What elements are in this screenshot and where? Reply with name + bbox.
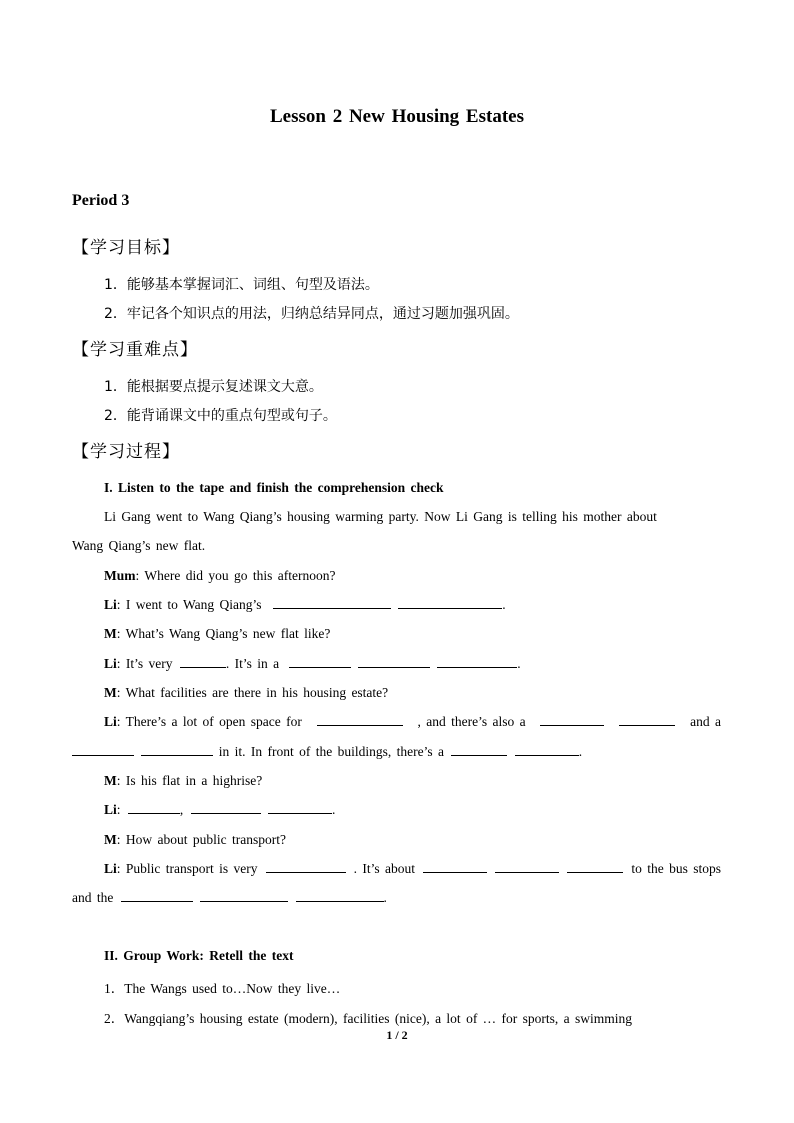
answer-blank[interactable] — [451, 744, 507, 756]
answer-blank[interactable] — [567, 861, 623, 873]
answer-blank[interactable] — [121, 890, 193, 902]
answer-blank[interactable] — [398, 597, 502, 609]
key-point-item-2: 2．能背诵课文中的重点句型或句子。 — [104, 408, 337, 424]
period-heading: Period 3 — [72, 192, 130, 209]
dialogue-text: . It’s in a — [225, 656, 280, 671]
period-mark: . — [517, 656, 521, 671]
period-mark: . — [578, 744, 583, 759]
dialogue-line-2 — [104, 597, 506, 613]
speaker-m: M — [104, 773, 117, 788]
dialogue-text: : It’s very — [116, 656, 173, 671]
retell-item-2 — [104, 1007, 714, 1027]
answer-blank[interactable] — [128, 802, 180, 814]
answer-blank[interactable] — [200, 890, 288, 902]
dialogue-text: : What’s Wang Qiang’s new flat like? — [116, 626, 331, 641]
dialogue-text: : I went to Wang Qiang’s — [116, 597, 262, 612]
answer-blank[interactable] — [317, 714, 403, 726]
section-process: 【学习过程】 — [72, 442, 180, 462]
speaker-m: M — [104, 832, 117, 847]
dialogue-line-6 — [104, 714, 721, 730]
dialogue-text: , and there’s also a — [417, 714, 526, 729]
dialogue-text: : How about public transport? — [116, 832, 286, 847]
answer-blank[interactable] — [423, 861, 487, 873]
dialogue-line-12 — [72, 890, 387, 906]
page-number: 1 / 2 — [386, 1028, 408, 1042]
dialogue-line-1 — [104, 568, 335, 584]
dialogue-line-10 — [104, 832, 286, 848]
answer-blank[interactable] — [296, 890, 384, 902]
intro-line-1 — [104, 509, 721, 525]
dialogue-text: : What facilities are there in his housing estate? — [116, 685, 389, 700]
answer-blank[interactable] — [266, 861, 346, 873]
dialogue-line-8 — [104, 773, 262, 789]
period-mark: . — [332, 802, 336, 817]
answer-blank[interactable] — [273, 597, 391, 609]
period-mark: . — [502, 597, 506, 612]
answer-blank[interactable] — [358, 656, 430, 668]
dialogue-text: : Public transport is very — [116, 861, 258, 876]
intro-text-1: Li Gang went to Wang Qiang’s housing warming party. Now Li Gang is telling his mother about — [104, 509, 657, 524]
speaker-mum: Mum — [104, 568, 136, 583]
separator: , — [179, 802, 184, 817]
answer-blank[interactable] — [191, 802, 261, 814]
period-mark: . — [383, 890, 387, 905]
intro-line-2: Wang Qiang’s new flat. — [72, 538, 206, 553]
dialogue-line-11 — [104, 861, 721, 877]
answer-blank[interactable] — [495, 861, 559, 873]
part2-heading: II. Group Work: Retell the text — [104, 948, 294, 963]
speaker-li: Li — [104, 656, 117, 671]
page-title: Lesson 2 New Housing Estates — [270, 106, 524, 127]
key-point-item-1: 1．能根据要点提示复述课文大意。 — [104, 379, 323, 395]
answer-blank[interactable] — [289, 656, 351, 668]
answer-blank[interactable] — [180, 656, 226, 668]
dialogue-text: : Where did you go this afternoon? — [135, 568, 336, 583]
section-key-points: 【学习重难点】 — [72, 340, 198, 360]
dialogue-text: in it. In front of the buildings, there’s a — [218, 744, 444, 759]
part1-heading: I. Listen to the tape and finish the comprehension check — [104, 480, 444, 495]
speaker-li: Li — [104, 802, 117, 817]
dialogue-text: : Is his flat in a highrise? — [116, 773, 263, 788]
section-objectives: 【学习目标】 — [72, 238, 180, 258]
dialogue-line-7 — [72, 744, 582, 760]
dialogue-text: and the — [72, 890, 114, 905]
speaker-m: M — [104, 626, 117, 641]
speaker-li: Li — [104, 714, 117, 729]
answer-blank[interactable] — [268, 802, 332, 814]
speaker-li: Li — [104, 861, 117, 876]
answer-blank[interactable] — [515, 744, 579, 756]
retell-text: 2．Wangqiang’s housing estate (modern), facilities (nice), a lot of … for sports, a swimming — [104, 1011, 633, 1026]
objective-item-2: 2．牢记各个知识点的用法，归纳总结异同点，通过习题加强巩固。 — [104, 306, 519, 322]
retell-item-1: 1．The Wangs used to…Now they live… — [104, 981, 341, 996]
dialogue-text: and a — [690, 714, 721, 729]
answer-blank[interactable] — [619, 714, 675, 726]
answer-blank[interactable] — [72, 744, 134, 756]
speaker-li: Li — [104, 597, 117, 612]
answer-blank[interactable] — [437, 656, 517, 668]
dialogue-text: . It’s about — [353, 861, 416, 876]
dialogue-line-5 — [104, 685, 388, 701]
speaker-m: M — [104, 685, 117, 700]
answer-blank[interactable] — [540, 714, 604, 726]
dialogue-text: to the bus stops — [631, 861, 721, 876]
objective-item-1: 1．能够基本掌握词汇、词组、句型及语法。 — [104, 277, 379, 293]
dialogue-line-4 — [104, 656, 521, 672]
dialogue-line-9: Li: , . — [104, 802, 336, 817]
dialogue-text: : There’s a lot of open space for — [116, 714, 302, 729]
answer-blank[interactable] — [141, 744, 213, 756]
dialogue-line-3 — [104, 626, 330, 642]
